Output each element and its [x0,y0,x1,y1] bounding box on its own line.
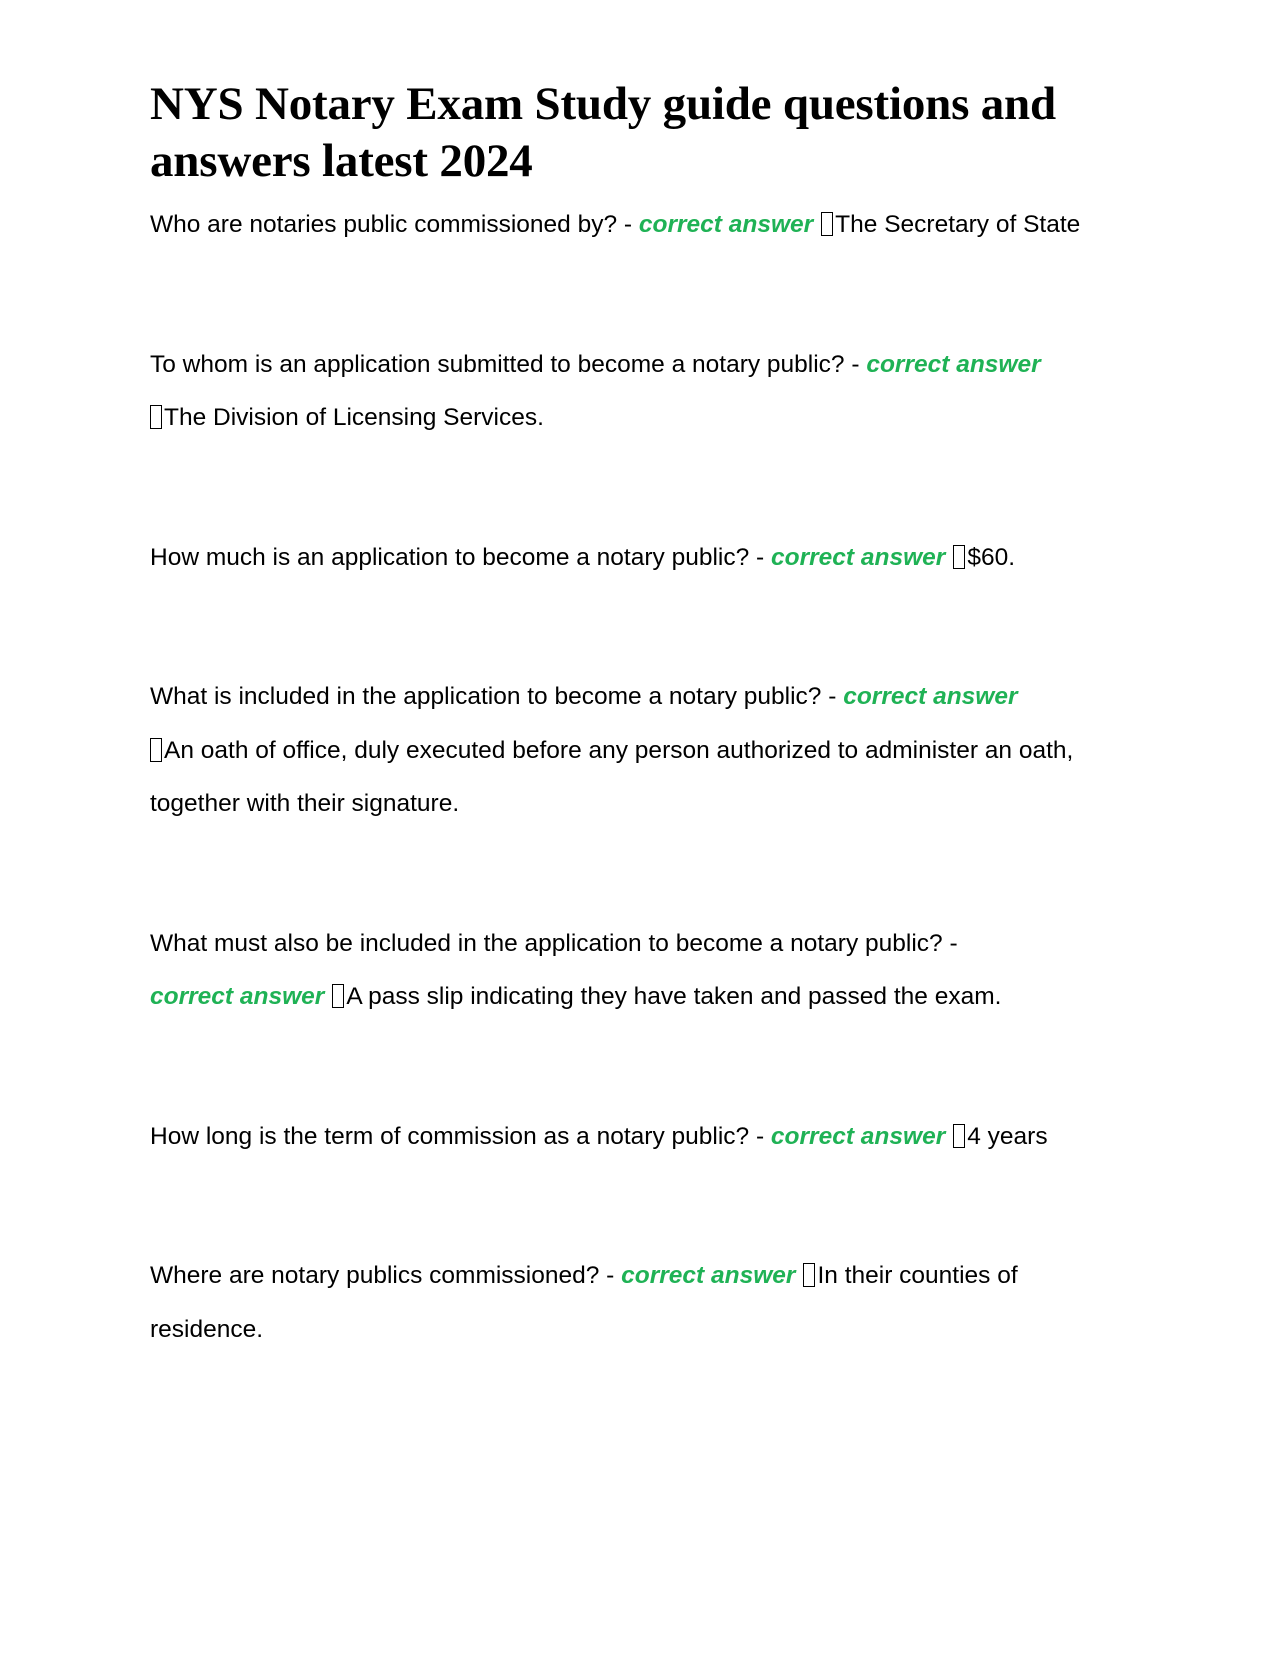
answer-text: In their counties of residence. [150,1262,1018,1343]
missing-glyph-box-icon [332,984,344,1008]
answer-text: The Secretary of State [835,211,1081,238]
question-text: How long is the term of commission as a notary public? - [150,1122,771,1150]
qa-item [150,1110,1135,1164]
qa-item [150,198,1135,252]
document-body [150,76,1135,1442]
answer-label: correct answer [843,683,1018,710]
answer-text: 4 years [967,1122,1048,1150]
question-text: What is included in the application to become a notary public? - [150,683,844,710]
answer-text: $60. [967,543,1015,571]
answer-label: correct answer [770,1122,946,1150]
answer-label: correct answer [150,983,325,1010]
qa-item [150,917,1135,1024]
question-text: Who are notaries public commissioned by? - [150,211,639,238]
missing-glyph-box-icon [803,1263,815,1287]
answer-label: correct answer [621,1262,796,1289]
missing-glyph-box-icon [821,212,833,236]
answer-label: correct answer [866,350,1041,378]
answer-text: An oath of office, duly executed before any person authorized to administer an oath, together with their signature. [150,736,1074,817]
qa-item [150,1249,1135,1356]
answer-label: correct answer [638,211,814,238]
answer-label: correct answer [771,543,946,571]
qa-item [150,670,1135,831]
question-text: How much is an application to become a notary public? - [150,543,771,571]
question-text: What must also be included in the application to become a notary public? - [150,929,958,957]
answer-text: The Division of Licensing Services. [164,404,544,431]
question-text: Where are notary publics commissioned? - [150,1262,622,1289]
answer-text: A pass slip indicating they have taken and passed the exam. [346,983,1002,1010]
missing-glyph-box-icon [150,738,162,762]
question-text: To whom is an application submitted to become a notary public? - [150,350,867,378]
qa-item [150,531,1135,585]
missing-glyph-box-icon [150,405,162,429]
document-title: NYS Notary Exam Study guide questions and answers latest 2024 [150,78,1056,187]
missing-glyph-box-icon [953,545,965,569]
qa-item [150,338,1135,445]
missing-glyph-box-icon [953,1124,965,1148]
